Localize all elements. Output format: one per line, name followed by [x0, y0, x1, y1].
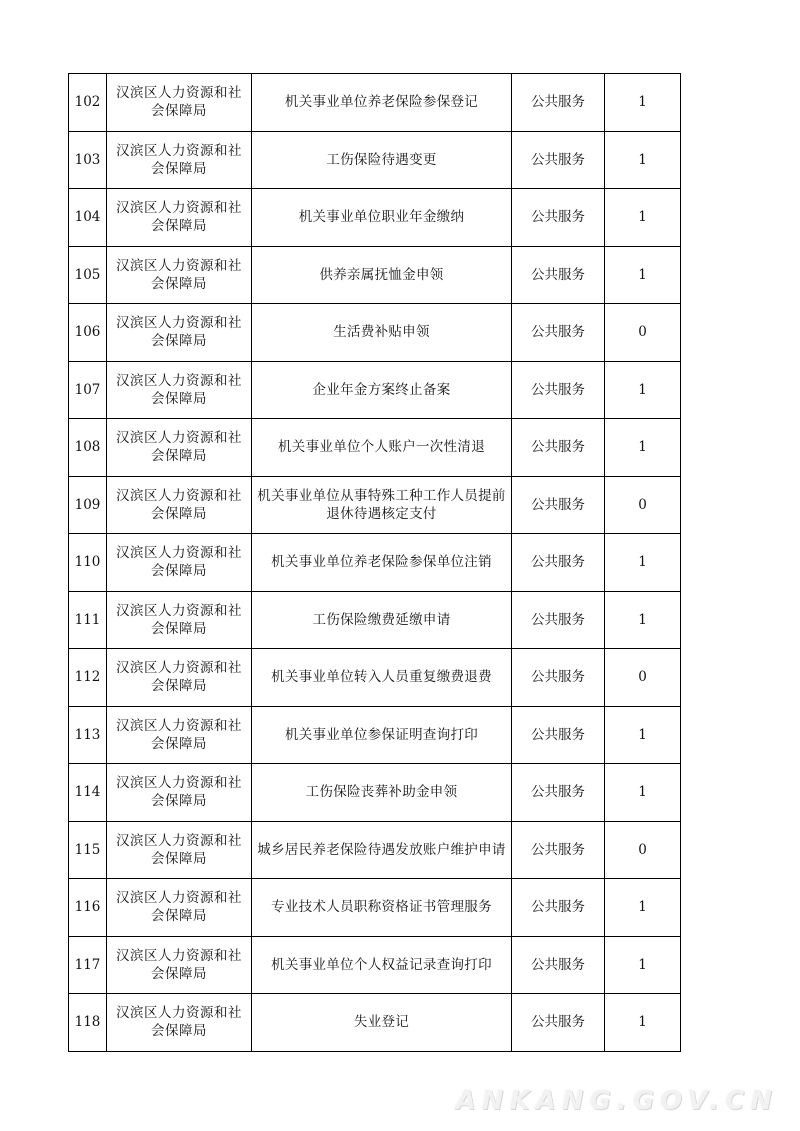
row-number: 116 — [69, 879, 107, 937]
row-number: 109 — [69, 476, 107, 534]
department-cell: 汉滨区人力资源和社会保障局 — [107, 131, 252, 189]
count-cell: 0 — [605, 649, 681, 707]
table-row — [69, 534, 681, 592]
service-item-cell: 机关事业单位职业年金缴纳 — [252, 189, 512, 247]
service-type-cell: 公共服务 — [512, 361, 605, 419]
department-cell: 汉滨区人力资源和社会保障局 — [107, 994, 252, 1052]
table-row — [69, 74, 681, 132]
table-row — [69, 879, 681, 937]
row-number: 103 — [69, 131, 107, 189]
site-watermark: ANKANG.GOV.CN — [455, 1086, 778, 1116]
service-type-cell: 公共服务 — [512, 994, 605, 1052]
row-number: 105 — [69, 246, 107, 304]
row-number: 113 — [69, 706, 107, 764]
table-row — [69, 994, 681, 1052]
service-type-cell: 公共服务 — [512, 419, 605, 477]
department-cell: 汉滨区人力资源和社会保障局 — [107, 476, 252, 534]
row-number: 106 — [69, 304, 107, 362]
table-row — [69, 649, 681, 707]
table-row — [69, 706, 681, 764]
service-item-cell: 工伤保险待遇变更 — [252, 131, 512, 189]
department-cell: 汉滨区人力资源和社会保障局 — [107, 591, 252, 649]
table-row — [69, 936, 681, 994]
department-cell: 汉滨区人力资源和社会保障局 — [107, 879, 252, 937]
count-cell: 0 — [605, 304, 681, 362]
table-row — [69, 304, 681, 362]
count-cell: 0 — [605, 821, 681, 879]
department-cell: 汉滨区人力资源和社会保障局 — [107, 361, 252, 419]
row-number: 111 — [69, 591, 107, 649]
row-number: 108 — [69, 419, 107, 477]
department-cell: 汉滨区人力资源和社会保障局 — [107, 419, 252, 477]
department-cell: 汉滨区人力资源和社会保障局 — [107, 764, 252, 822]
count-cell: 1 — [605, 131, 681, 189]
service-type-cell: 公共服务 — [512, 534, 605, 592]
row-number: 110 — [69, 534, 107, 592]
service-type-cell: 公共服务 — [512, 706, 605, 764]
count-cell: 1 — [605, 994, 681, 1052]
row-number: 114 — [69, 764, 107, 822]
table-row — [69, 189, 681, 247]
service-item-cell: 工伤保险丧葬补助金申领 — [252, 764, 512, 822]
service-type-cell: 公共服务 — [512, 74, 605, 132]
row-number: 118 — [69, 994, 107, 1052]
department-cell: 汉滨区人力资源和社会保障局 — [107, 649, 252, 707]
count-cell: 1 — [605, 706, 681, 764]
department-cell: 汉滨区人力资源和社会保障局 — [107, 246, 252, 304]
service-type-cell: 公共服务 — [512, 591, 605, 649]
table-row — [69, 246, 681, 304]
department-cell: 汉滨区人力资源和社会保障局 — [107, 821, 252, 879]
count-cell: 1 — [605, 361, 681, 419]
service-item-cell: 机关事业单位养老保险参保登记 — [252, 74, 512, 132]
service-item-cell: 失业登记 — [252, 994, 512, 1052]
service-item-cell: 供养亲属抚恤金申领 — [252, 246, 512, 304]
count-cell: 1 — [605, 534, 681, 592]
table-row — [69, 419, 681, 477]
service-type-cell: 公共服务 — [512, 649, 605, 707]
service-item-cell: 机关事业单位转入人员重复缴费退费 — [252, 649, 512, 707]
department-cell: 汉滨区人力资源和社会保障局 — [107, 304, 252, 362]
service-type-cell: 公共服务 — [512, 476, 605, 534]
count-cell: 1 — [605, 936, 681, 994]
service-item-cell: 企业年金方案终止备案 — [252, 361, 512, 419]
department-cell: 汉滨区人力资源和社会保障局 — [107, 189, 252, 247]
department-cell: 汉滨区人力资源和社会保障局 — [107, 534, 252, 592]
service-type-cell: 公共服务 — [512, 879, 605, 937]
count-cell: 1 — [605, 246, 681, 304]
table-row — [69, 131, 681, 189]
table-body — [69, 74, 681, 1052]
count-cell: 1 — [605, 189, 681, 247]
service-type-cell: 公共服务 — [512, 304, 605, 362]
service-item-cell: 机关事业单位个人权益记录查询打印 — [252, 936, 512, 994]
department-cell: 汉滨区人力资源和社会保障局 — [107, 936, 252, 994]
service-item-cell: 专业技术人员职称资格证书管理服务 — [252, 879, 512, 937]
service-type-cell: 公共服务 — [512, 131, 605, 189]
department-cell: 汉滨区人力资源和社会保障局 — [107, 706, 252, 764]
table-row — [69, 361, 681, 419]
service-type-cell: 公共服务 — [512, 936, 605, 994]
service-item-cell: 机关事业单位参保证明查询打印 — [252, 706, 512, 764]
row-number: 112 — [69, 649, 107, 707]
department-cell: 汉滨区人力资源和社会保障局 — [107, 74, 252, 132]
service-item-cell: 机关事业单位个人账户一次性清退 — [252, 419, 512, 477]
row-number: 107 — [69, 361, 107, 419]
table-row — [69, 476, 681, 534]
service-item-cell: 工伤保险缴费延缴申请 — [252, 591, 512, 649]
row-number: 102 — [69, 74, 107, 132]
count-cell: 1 — [605, 764, 681, 822]
count-cell: 1 — [605, 879, 681, 937]
service-item-cell: 生活费补贴申领 — [252, 304, 512, 362]
count-cell: 1 — [605, 419, 681, 477]
table-row — [69, 591, 681, 649]
service-items-table — [68, 73, 681, 1052]
service-item-cell: 机关事业单位养老保险参保单位注销 — [252, 534, 512, 592]
count-cell: 1 — [605, 74, 681, 132]
table-row — [69, 821, 681, 879]
count-cell: 0 — [605, 476, 681, 534]
service-item-cell: 城乡居民养老保险待遇发放账户维护申请 — [252, 821, 512, 879]
table-row — [69, 764, 681, 822]
count-cell: 1 — [605, 591, 681, 649]
service-type-cell: 公共服务 — [512, 189, 605, 247]
service-item-cell: 机关事业单位从事特殊工种工作人员提前退休待遇核定支付 — [252, 476, 512, 534]
service-type-cell: 公共服务 — [512, 821, 605, 879]
service-type-cell: 公共服务 — [512, 246, 605, 304]
row-number: 104 — [69, 189, 107, 247]
service-type-cell: 公共服务 — [512, 764, 605, 822]
row-number: 117 — [69, 936, 107, 994]
row-number: 115 — [69, 821, 107, 879]
